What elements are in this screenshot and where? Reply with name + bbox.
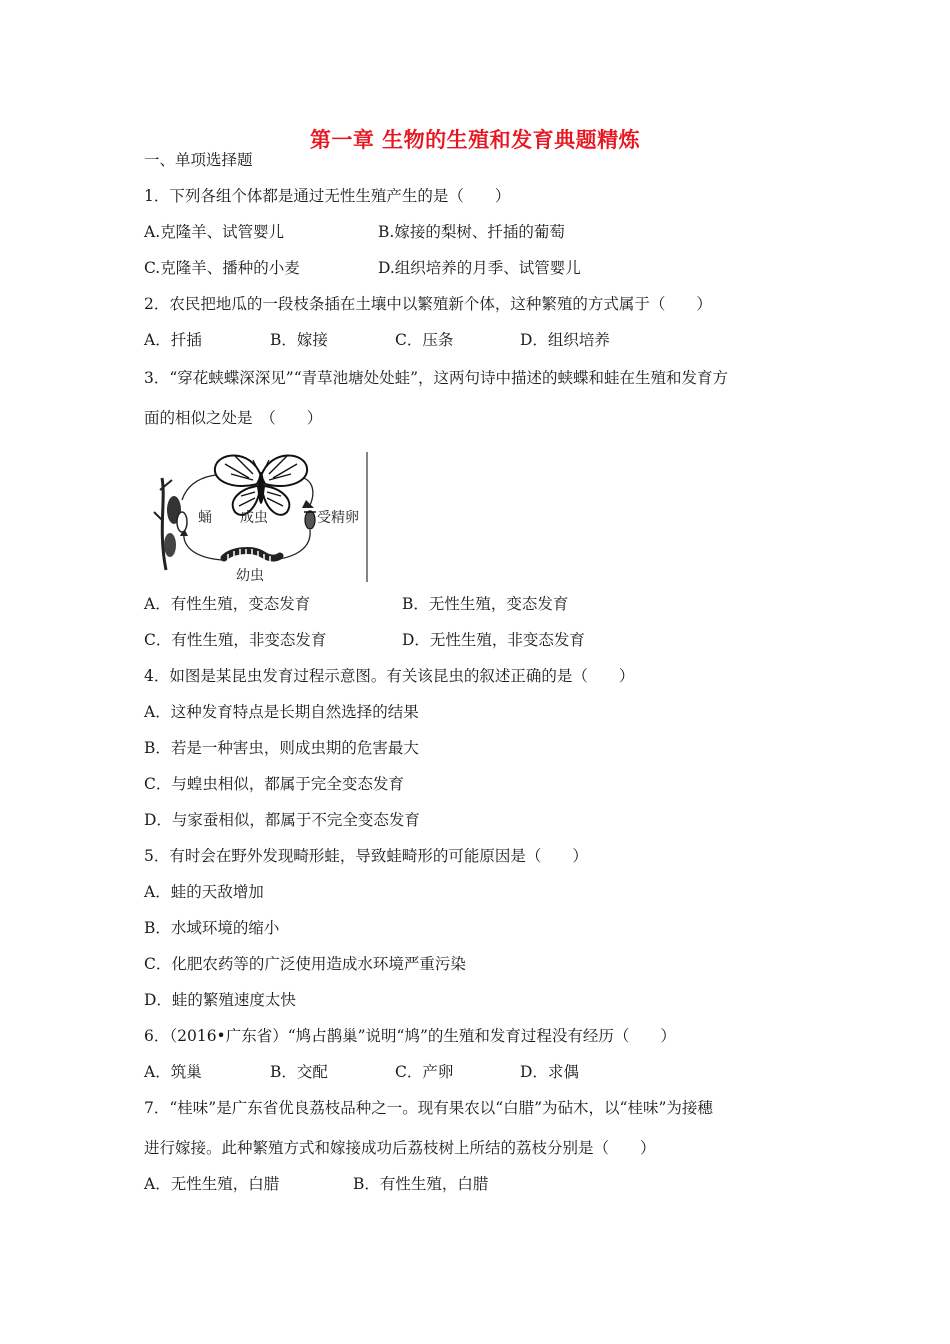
question-6-option-b: B．交配 bbox=[270, 1063, 328, 1081]
question-5-option-d: D．蛙的繁殖速度太快 bbox=[144, 991, 296, 1009]
question-1-option-d: D.组织培养的月季、试管婴儿 bbox=[378, 259, 581, 277]
life-cycle-diagram bbox=[152, 450, 370, 584]
question-2-option-c: C．压条 bbox=[395, 331, 454, 349]
question-3-option-c: C．有性生殖，非变态发育 bbox=[144, 631, 327, 649]
pupa-icon bbox=[154, 478, 187, 570]
question-4-option-c: C．与蝗虫相似，都属于完全变态发育 bbox=[144, 775, 404, 793]
question-7-stem-line-1: 7．“桂味”是广东省优良荔枝品种之一。现有果农以“白腊”为砧木，以“桂味”为接穗 bbox=[144, 1099, 713, 1117]
question-3-option-d: D．无性生殖，非变态发育 bbox=[402, 631, 585, 649]
question-4-stem: 4．如图是某昆虫发育过程示意图。有关该昆虫的叙述正确的是（ ） bbox=[144, 667, 635, 685]
question-4-option-a: A．这种发育特点是长期自然选择的结果 bbox=[144, 703, 419, 721]
egg-label: 受精卵 bbox=[317, 510, 359, 526]
question-1-option-b: B.嫁接的梨树、扦插的葡萄 bbox=[378, 223, 565, 241]
section-heading: 一、单项选择题 bbox=[144, 151, 253, 169]
question-7-stem-line-2: 进行嫁接。此种繁殖方式和嫁接成功后荔枝树上所结的荔枝分别是（ ） bbox=[144, 1139, 656, 1157]
question-3-stem-line-2: 面的相似之处是 （ ） bbox=[144, 409, 323, 427]
question-3-option-b: B．无性生殖，变态发育 bbox=[402, 595, 569, 613]
question-7-option-b: B．有性生殖，白腊 bbox=[353, 1175, 489, 1193]
question-5-option-a: A．蛙的天敌增加 bbox=[144, 883, 264, 901]
question-5-stem: 5．有时会在野外发现畸形蛙，导致蛙畸形的可能原因是（ ） bbox=[144, 847, 588, 865]
cycle-arrow-bottom bbox=[184, 530, 310, 560]
question-3-option-a: A．有性生殖，变态发育 bbox=[144, 595, 311, 613]
question-4-option-d: D．与家蚕相似，都属于不完全变态发育 bbox=[144, 811, 420, 829]
question-6-stem: 6．（2016•广东省）“鸠占鹊巢”说明“鸠”的生殖和发育过程没有经历（ ） bbox=[144, 1027, 676, 1045]
pupa-label: 蛹 bbox=[198, 510, 212, 526]
larva-label: 幼虫 bbox=[236, 568, 264, 584]
question-5-option-c: C．化肥农药等的广泛使用造成水环境严重污染 bbox=[144, 955, 466, 973]
question-1-option-c: C.克隆羊、播种的小麦 bbox=[144, 259, 300, 277]
question-2-option-a: A．扦插 bbox=[144, 331, 202, 349]
egg-icon bbox=[304, 511, 316, 529]
question-1-option-a: A.克隆羊、试管婴儿 bbox=[144, 223, 285, 241]
question-4-option-b: B．若是一种害虫，则成虫期的危害最大 bbox=[144, 739, 419, 757]
question-2-option-d: D．组织培养 bbox=[520, 331, 610, 349]
question-2-option-b: B．嫁接 bbox=[270, 331, 328, 349]
caterpillar-icon bbox=[224, 549, 280, 563]
question-5-option-b: B．水域环境的缩小 bbox=[144, 919, 280, 937]
question-1-stem: 1．下列各组个体都是通过无性生殖产生的是（ ） bbox=[144, 187, 511, 205]
butterfly-icon bbox=[215, 455, 307, 514]
question-6-option-a: A．筑巢 bbox=[144, 1063, 202, 1081]
question-3-stem-line-1: 3．“穿花蛱蝶深深见”“青草池塘处处蛙”，这两句诗中描述的蛱蝶和蛙在生殖和发育方 bbox=[144, 369, 729, 387]
butterfly-life-cycle-figure bbox=[152, 450, 370, 584]
question-6-option-d: D．求偶 bbox=[520, 1063, 579, 1081]
adult-label: 成虫 bbox=[240, 510, 268, 526]
question-2-stem: 2．农民把地瓜的一段枝条插在土壤中以繁殖新个体，这种繁殖的方式属于（ ） bbox=[144, 295, 712, 313]
question-6-option-c: C．产卵 bbox=[395, 1063, 454, 1081]
question-7-option-a: A．无性生殖，白腊 bbox=[144, 1175, 280, 1193]
page-title: 第一章 生物的生殖和发育典题精炼 bbox=[309, 128, 641, 152]
